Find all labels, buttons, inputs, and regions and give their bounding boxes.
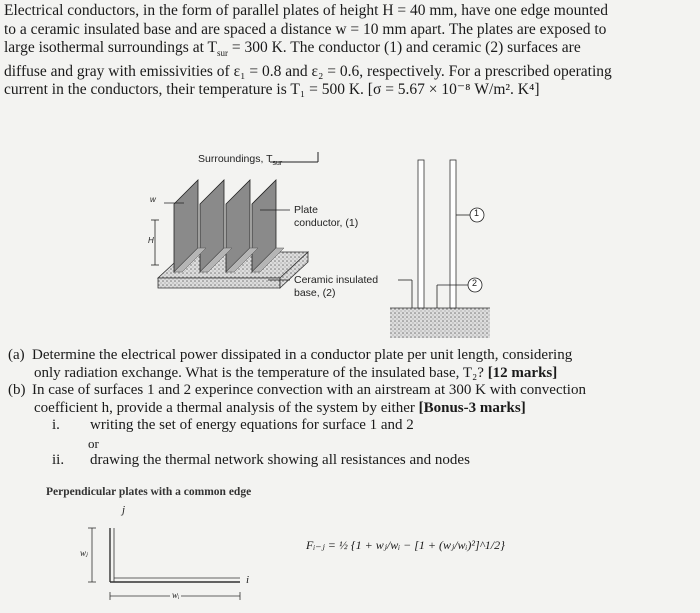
w-label: w	[150, 195, 156, 204]
ceramic-label-1: Ceramic insulated	[294, 274, 379, 286]
perpendicular-plates-diagram	[70, 500, 300, 608]
plate-label-1: Plate	[294, 204, 318, 216]
plate-i-label: i	[246, 574, 250, 586]
questions	[8, 347, 693, 470]
h-label: H	[148, 236, 154, 245]
wj-label: wⱼ	[80, 548, 88, 558]
problem-statement	[4, 2, 694, 100]
view-factor-formula	[300, 528, 540, 568]
problem-line-5: current in the conductors, their temperature is T₁ = 500 K. [σ = 5.67 × 10⁻⁸ W/m². K⁴]	[4, 81, 540, 99]
problem-line-1: Electrical conductors, in the form of parallel plates of height H = 40 mm, have one edge mounted	[4, 2, 609, 19]
question-a-line-1: (a) Determine the electrical power dissipated in a conductor plate per unit length, considering	[8, 347, 573, 363]
question-b-line-2: coefficient h, provide a thermal analysis of the system by either [Bonus-3 marks]	[34, 399, 526, 416]
plate-j-label: j	[122, 504, 126, 516]
question-b-i: i. writing the set of energy equations for surface 1 and 2	[52, 417, 414, 433]
plates-diagram	[150, 140, 550, 340]
question-b-or: or	[88, 435, 99, 451]
node-2-label: 2	[472, 278, 478, 288]
formula-text: Fᵢ₋ⱼ = ½ {1 + wⱼ/wᵢ − [1 + (wⱼ/wᵢ)²]^1/2}	[306, 538, 505, 552]
node-1-label: 1	[474, 208, 480, 218]
question-b-ii: ii. drawing the thermal network showing all resistances and nodes	[52, 452, 470, 468]
problem-line-4: diffuse and gray with emissivities of ε₁ = 0.8 and ε₂ = 0.6, respectively. For a prescribed operating	[4, 62, 612, 80]
plate-label-2: conductor, (1)	[294, 217, 359, 229]
question-b-line-1: (b) In case of surfaces 1 and 2 experince convection with an airstream at 300 K with convection	[8, 382, 586, 398]
question-a-line-2: only radiation exchange. What is the temperature of the insulated base, T₂? [12 marks]	[34, 364, 558, 381]
perpendicular-plates-figure	[70, 500, 300, 608]
plates-figure	[150, 140, 550, 340]
wi-label: wᵢ	[172, 590, 180, 600]
problem-line-3: large isothermal surroundings at $T_{sur} = 300$ K. The conductor (1) and ceramic (2) surfaces are	[4, 39, 581, 59]
problem-line-2: to a ceramic insulated base and are spaced a distance w = 10 mm apart. The plates are exposed to	[4, 20, 607, 38]
surroundings-label: Surroundings, $T_{sur}$	[198, 153, 283, 168]
reference-caption: Perpendicular plates with a common edge	[46, 486, 252, 498]
ceramic-label-2: base, (2)	[294, 287, 336, 299]
